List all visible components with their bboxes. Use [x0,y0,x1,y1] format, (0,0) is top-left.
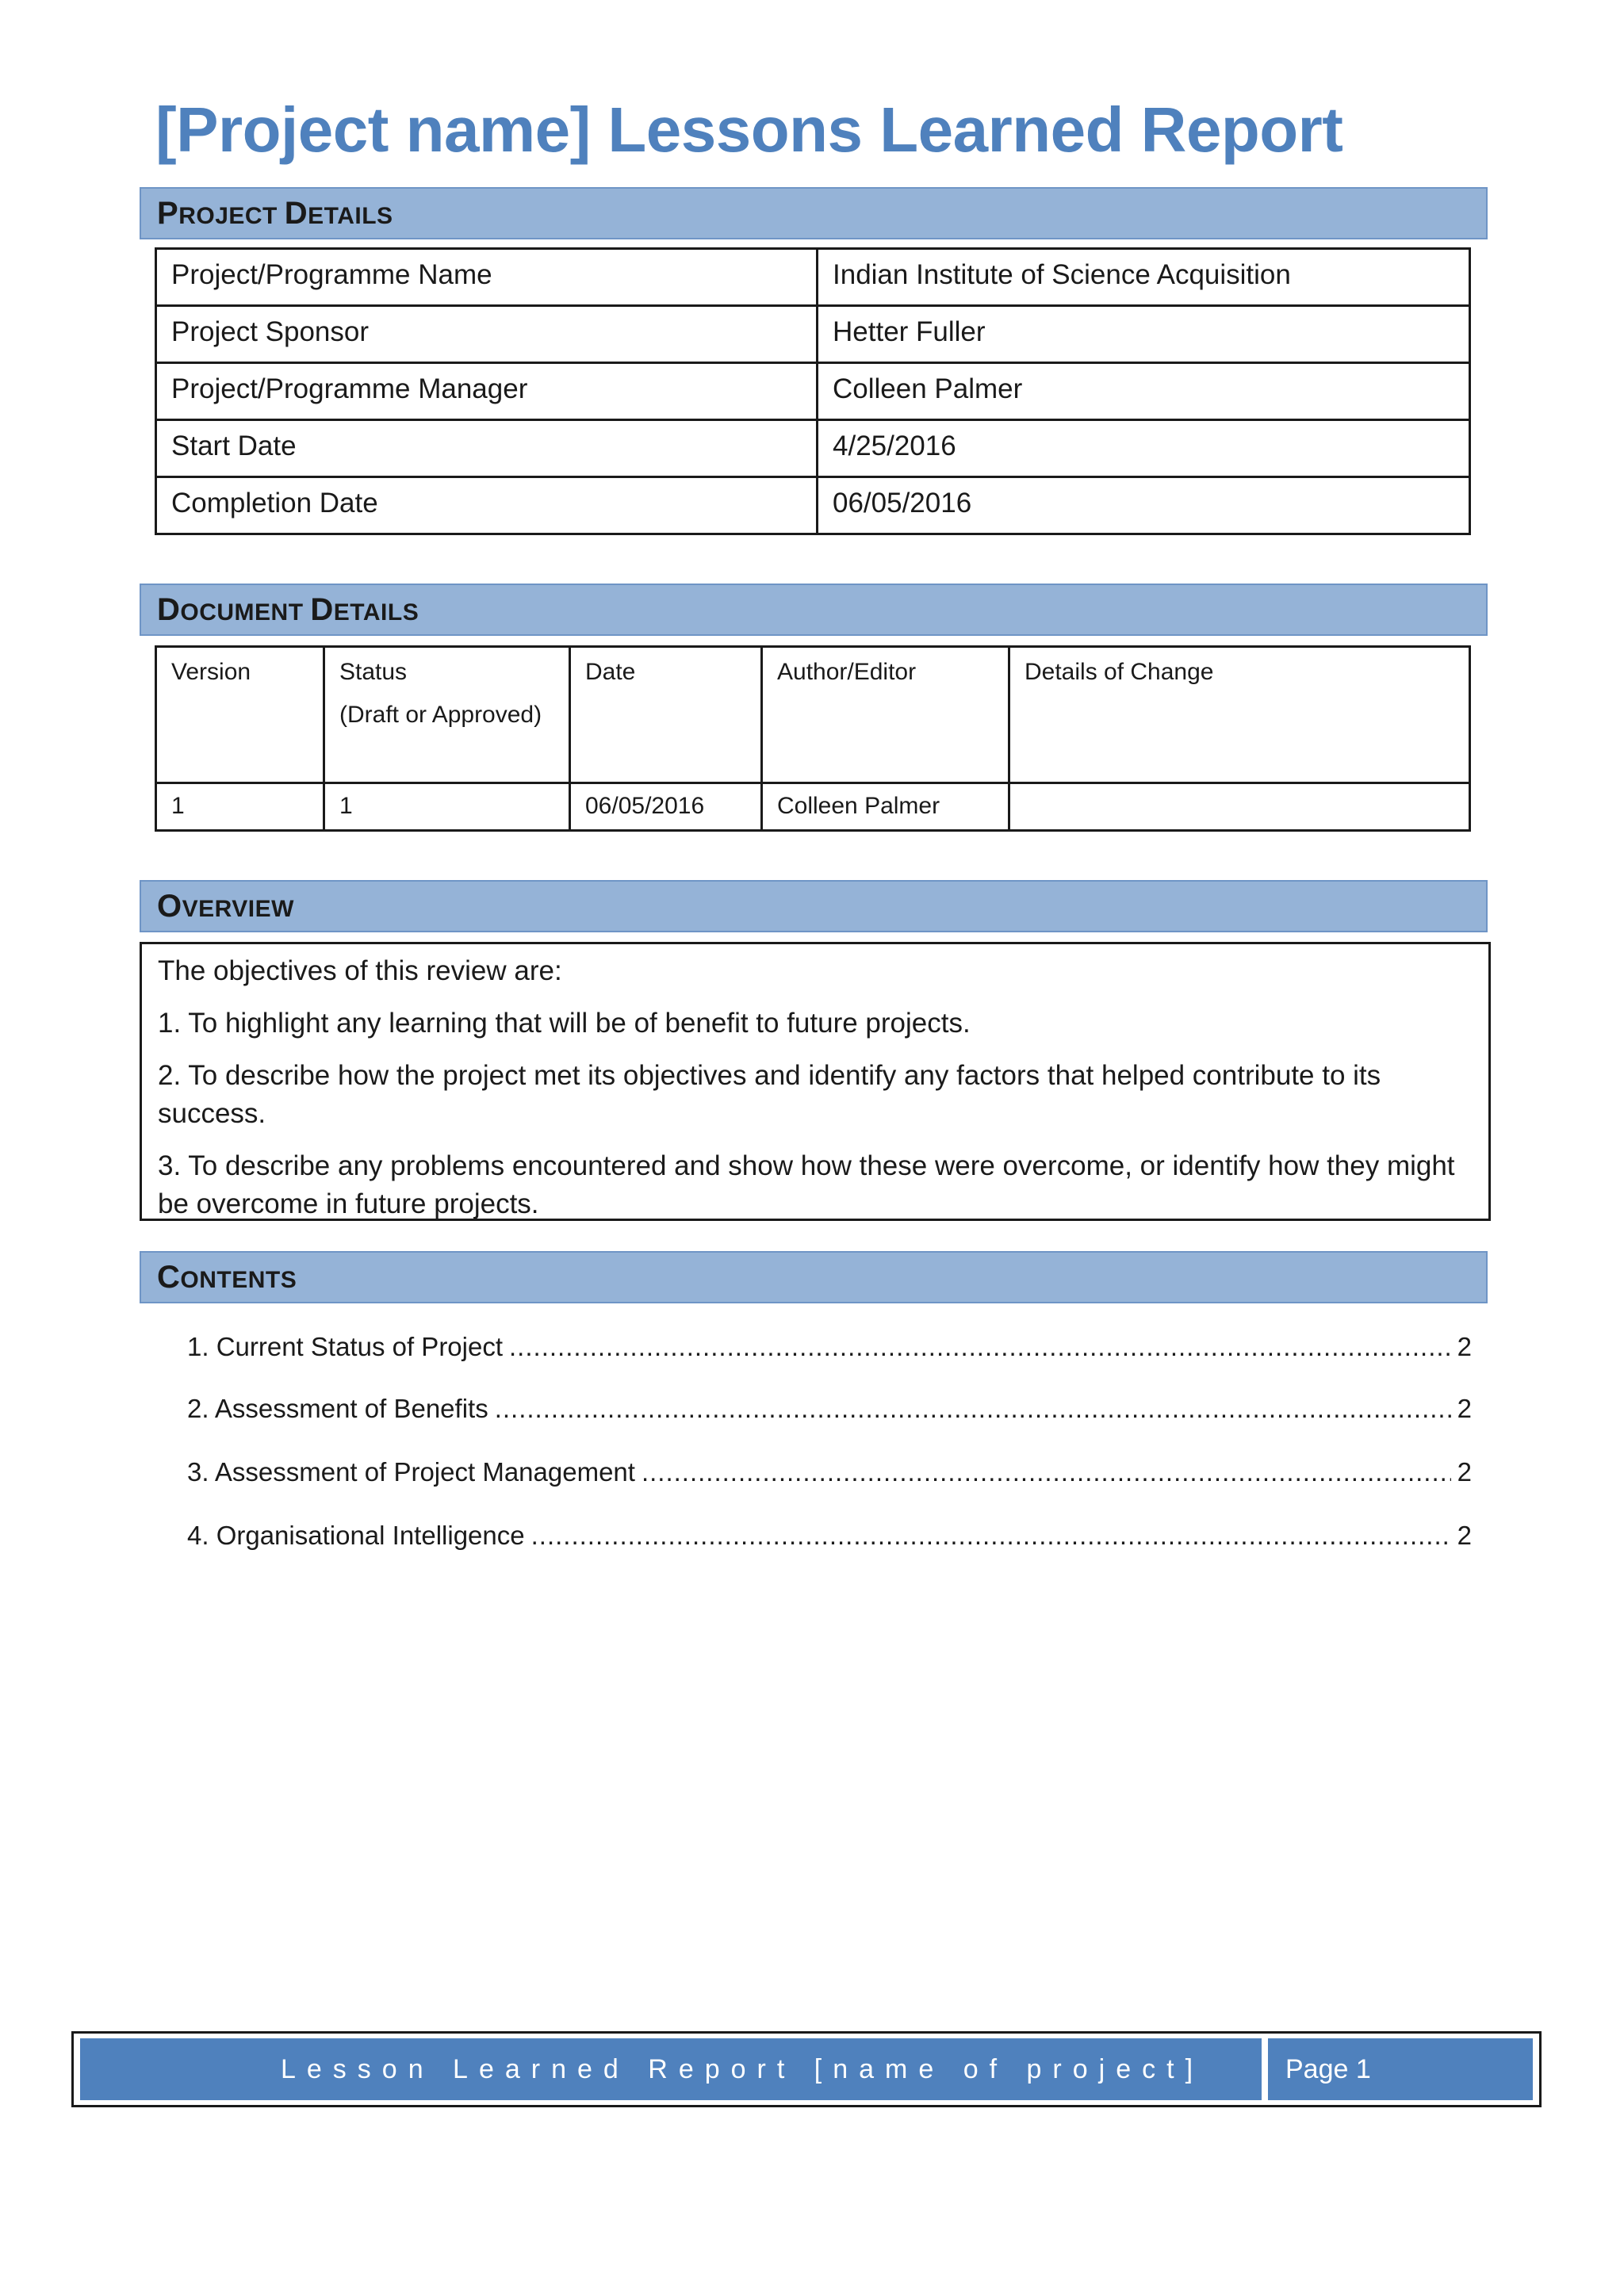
status-header-label: Status [339,659,408,685]
overview-box [140,942,1491,1221]
table-row [156,783,1470,831]
page-title: [Project name] Lessons Learned Report [155,94,1343,165]
toc-leader [495,1394,1451,1424]
table-row [156,420,1470,477]
footer-title-band [80,2038,1262,2100]
project-details-table [155,247,1471,535]
overview-item: 1. To highlight any learning that will be of benefit to future projects. [158,1008,971,1039]
column-header-version: Version [156,647,324,783]
footer-title: Lesson Learned Report [name of project] [280,2053,1205,2084]
toc-entry-page[interactable]: 2 [1457,1521,1472,1550]
heading-rest: VERVIEW [182,896,294,922]
toc-entry[interactable] [187,1332,1472,1368]
cell-status: 1 [324,783,570,831]
heading-rest: OCUMENT [180,599,311,626]
heading-initial: D [310,592,334,627]
page-footer [71,2031,1542,2107]
toc-leader [509,1332,1451,1362]
row-label: Completion Date [156,477,818,534]
table-row [156,306,1470,363]
contents-heading [140,1251,1488,1303]
cell-author: Colleen Palmer [762,783,1009,831]
row-label: Project/Programme Manager [156,363,818,420]
toc-entry[interactable] [187,1521,1472,1557]
toc-entry[interactable] [187,1457,1472,1494]
table-row [156,477,1470,534]
heading-initial: P [157,196,179,231]
column-header-status [324,647,570,783]
row-value: 4/25/2016 [818,420,1470,477]
document-details-table [155,645,1471,832]
toc-entry-page[interactable]: 2 [1457,1457,1472,1487]
overview-item: 3. To describe any problems encountered and show how these were overcome, or identify how they might be overcome in future projects. [158,1150,1455,1219]
toc-entry[interactable] [187,1394,1472,1430]
overview-item: 2. To describe how the project met its objectives and identify any factors that helped contribute to its success. [158,1060,1381,1129]
cell-details [1009,783,1470,831]
table-row [156,363,1470,420]
project-details-heading [140,187,1488,239]
heading-initial: O [157,889,182,924]
heading-initial: D [284,196,308,231]
row-value: 06/05/2016 [818,477,1470,534]
toc-leader [642,1457,1451,1487]
toc-leader [531,1521,1451,1551]
toc-entry-label[interactable]: 3. Assessment of Project Management [187,1457,635,1487]
row-label: Project/Programme Name [156,249,818,306]
heading-rest: ETAILS [308,203,393,229]
overview-intro: The objectives of this review are: [158,955,562,986]
toc-entry-label[interactable]: 4. Organisational Intelligence [187,1521,525,1550]
row-value: Colleen Palmer [818,363,1470,420]
document-details-heading [140,584,1488,636]
table-row [156,249,1470,306]
row-label: Project Sponsor [156,306,818,363]
footer-page-number: Page 1 [1268,2038,1533,2100]
heading-rest: ETAILS [333,599,419,626]
column-header-date: Date [570,647,762,783]
heading-rest: ROJECT [178,203,285,229]
toc-entry-page[interactable]: 2 [1457,1332,1472,1361]
overview-heading [140,880,1488,932]
heading-initial: D [157,592,181,627]
toc-entry-label[interactable]: 1. Current Status of Project [187,1332,504,1361]
heading-initial: C [157,1260,181,1295]
table-header-row [156,647,1470,783]
toc-entry-label[interactable]: 2. Assessment of Benefits [187,1394,488,1423]
heading-rest: ONTENTS [180,1267,297,1293]
status-header-subtitle: (Draft or Approved) [339,702,542,728]
row-value: Hetter Fuller [818,306,1470,363]
cell-version: 1 [156,783,324,831]
row-value: Indian Institute of Science Acquisition [818,249,1470,306]
column-header-details: Details of Change [1009,647,1470,783]
cell-date: 06/05/2016 [570,783,762,831]
row-label: Start Date [156,420,818,477]
column-header-author: Author/Editor [762,647,1009,783]
toc-entry-page[interactable]: 2 [1457,1394,1472,1423]
